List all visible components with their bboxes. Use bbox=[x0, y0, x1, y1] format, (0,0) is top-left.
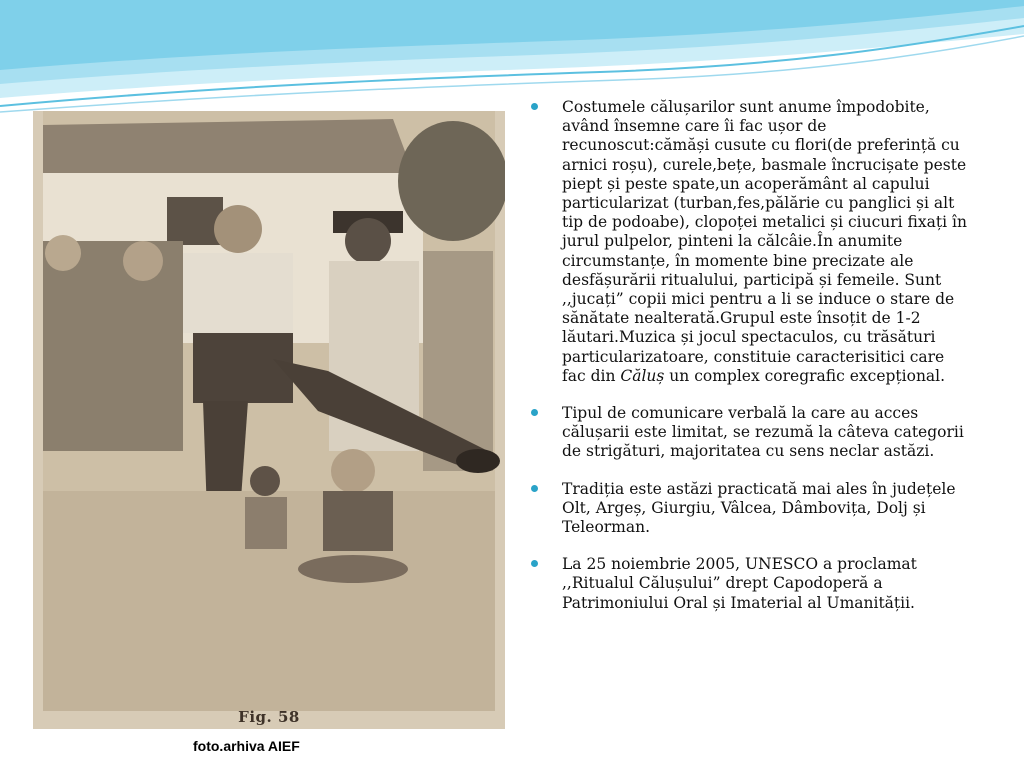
photo-credit: foto.arhiva AIEF bbox=[193, 738, 300, 754]
bullet-text: Costumele călușarilor sunt anume împodobite, având însemne care îi fac ușor de recunoscut:cămăși cusute cu flori(de preferință cu arnici roșu), curele,bețe, basmale încrucișate peste piept și peste spate,un acoperământ al capului particularizat (turban,fes,pălărie cu panglici și alt tip de podoabe), clopoței metalici și ciucuri fixați în jurul pulpelor, pinteni la călcâie.În anumite circumstanțe, în momente bine precizate ale desfășurării ritualului, participă și femeile. Sunt ,,jucați” copii mici pentru a li se induce o stare de sănătate nealterată.Grupul este însoțit de 1-2 lăutari.Muzica și jocul spectaculos, cu trăsături particularizatoare, constituie caracterisitici care fac din Căluș un complex coregrafic excepțional. bbox=[562, 98, 967, 385]
bullet-item bbox=[528, 480, 968, 538]
bullet-icon bbox=[531, 103, 538, 110]
bullet-item bbox=[528, 555, 968, 613]
bullet-icon bbox=[531, 485, 538, 492]
bullet-text: Tipul de comunicare verbală la care au acces călușarii este limitat, se rezumă la câteva categorii de strigături, majoritatea cu sens neclar astăzi. bbox=[562, 404, 964, 461]
bullet-text: La 25 noiembrie 2005, UNESCO a proclamat ,,Ritualul Călușului” drept Capodoperă a Patrimoniului Oral și Imaterial al Umanității. bbox=[562, 555, 917, 612]
bullet-icon bbox=[531, 560, 538, 567]
photo-illustration bbox=[33, 111, 505, 729]
calusari-photo bbox=[33, 111, 505, 729]
calus-term: Căluș bbox=[620, 366, 665, 385]
bullet-item bbox=[528, 98, 968, 386]
bullet-item bbox=[528, 404, 968, 462]
bullet-list bbox=[528, 98, 968, 631]
photo-caption: Fig. 58 bbox=[238, 708, 300, 726]
bullet-icon bbox=[531, 409, 538, 416]
bullet-text: Tradiția este astăzi practicată mai ales în județele Olt, Argeș, Giurgiu, Vâlcea, Dâmbovița, Dolj și Teleorman. bbox=[562, 479, 956, 537]
